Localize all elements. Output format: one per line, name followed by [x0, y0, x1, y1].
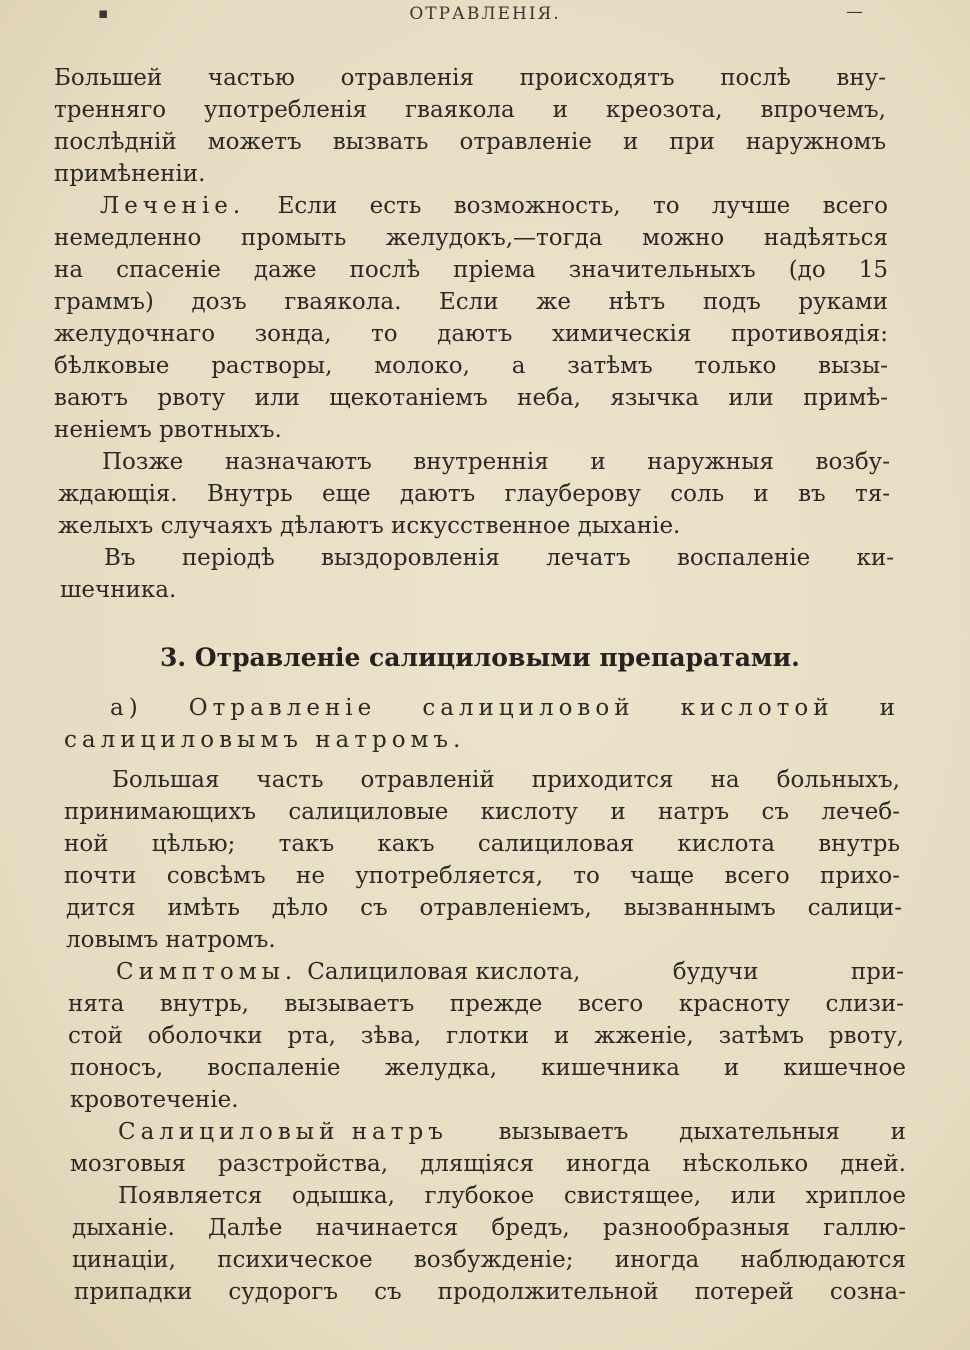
text-line: поносъ, воспаленіе желудка, кишечника и кишечное — [70, 1055, 906, 1081]
text-line — [116, 956, 904, 988]
text-line: мозговыя разстройства, длящіяся иногда нѣсколько дней. — [70, 1151, 906, 1177]
text-line: неніемъ рвотныхъ. — [54, 417, 282, 443]
text-line: дится имѣть дѣло съ отравленіемъ, вызваннымъ салици- — [66, 895, 902, 921]
text-line-rest: будучи при- — [580, 959, 904, 985]
text-line: тренняго употребленія гваякола и креозота, впрочемъ, — [54, 97, 886, 123]
text-line — [118, 1116, 906, 1148]
running-header — [0, 4, 970, 24]
header-title: ОТРАВЛЕНІЯ. — [409, 4, 561, 24]
text-line: граммъ) дозъ гваякола. Если же нѣтъ подъ руками — [54, 289, 888, 315]
text-line: немедленно промыть желудокъ,—тогда можно надѣяться — [54, 225, 888, 251]
spaced-lead: Леченіе. — [100, 193, 246, 219]
subsection-title: салициловымъ натромъ. — [64, 727, 466, 753]
text-line: Появляется одышка, глубокое свистящее, или хриплое — [118, 1183, 906, 1209]
text-line: кровотеченіе. — [70, 1087, 239, 1113]
text-line: послѣдній можетъ вызвать отравленіе и при наружномъ — [54, 129, 886, 155]
text-line-rest: вызываетъ дыхательныя и — [447, 1119, 906, 1145]
text-line: нята внутрь, вызываетъ прежде всего красноту слизи- — [68, 991, 904, 1017]
ink-mark: ▪ — [98, 4, 111, 22]
text-line: желудочнаго зонда, то даютъ химическія противоядія: — [54, 321, 888, 347]
subsection-title: а) Отравленіе салициловой кислотой и — [110, 695, 900, 721]
page-number: — — [846, 2, 867, 22]
text-line: шечника. — [60, 577, 177, 603]
text-line: ловымъ натромъ. — [66, 927, 276, 953]
spaced-lead: Салициловый натръ — [118, 1119, 448, 1145]
text-line: Въ періодѣ выздоровленія лечатъ воспаленіе ки- — [104, 545, 894, 571]
text-line-rest: Если есть возможность, то лучше всего — [245, 193, 888, 219]
text-line: Большей частью отравленія происходятъ послѣ вну- — [54, 65, 886, 91]
section-heading: 3. Отравленіе салициловыми препаратами. — [160, 643, 800, 672]
text-line — [100, 190, 888, 222]
text-line: ваютъ рвоту или щекотаніемъ неба, язычка или примѣ- — [54, 385, 888, 411]
text-line: принимающихъ салициловые кислоту и натръ съ лечеб- — [64, 799, 900, 825]
text-line: ной цѣлью; такъ какъ салициловая кислота внутрь — [64, 831, 900, 857]
spaced-lead: Салициловая кислота, — [307, 959, 581, 985]
spaced-lead: Симптомы. — [116, 959, 298, 985]
text-line: желыхъ случаяхъ дѣлаютъ искусственное дыханіе. — [58, 513, 681, 539]
text-line: припадки судорогъ съ продолжительной потерей созна- — [74, 1279, 906, 1305]
text-line: стой оболочки рта, зѣва, глотки и жженіе, затѣмъ рвоту, — [68, 1023, 904, 1049]
text-line: ждающія. Внутрь еще даютъ глауберову соль и въ тя- — [58, 481, 890, 507]
text-line: Позже назначаютъ внутреннія и наружныя возбу- — [102, 449, 890, 475]
text-line: цинаціи, психическое возбужденіе; иногда наблюдаются — [72, 1247, 906, 1273]
text-line: почти совсѣмъ не употребляется, то чаще всего прихо- — [64, 863, 900, 889]
text-line: Большая часть отравленій приходится на больныхъ, — [112, 767, 900, 793]
text-line: дыханіе. Далѣе начинается бредъ, разнообразныя галлю- — [72, 1215, 906, 1241]
text-line: на спасеніе даже послѣ пріема значительныхъ (до 15 — [54, 257, 888, 283]
text-line: бѣлковые растворы, молоко, а затѣмъ только вызы- — [54, 353, 888, 379]
text-line: примѣненіи. — [54, 161, 206, 187]
